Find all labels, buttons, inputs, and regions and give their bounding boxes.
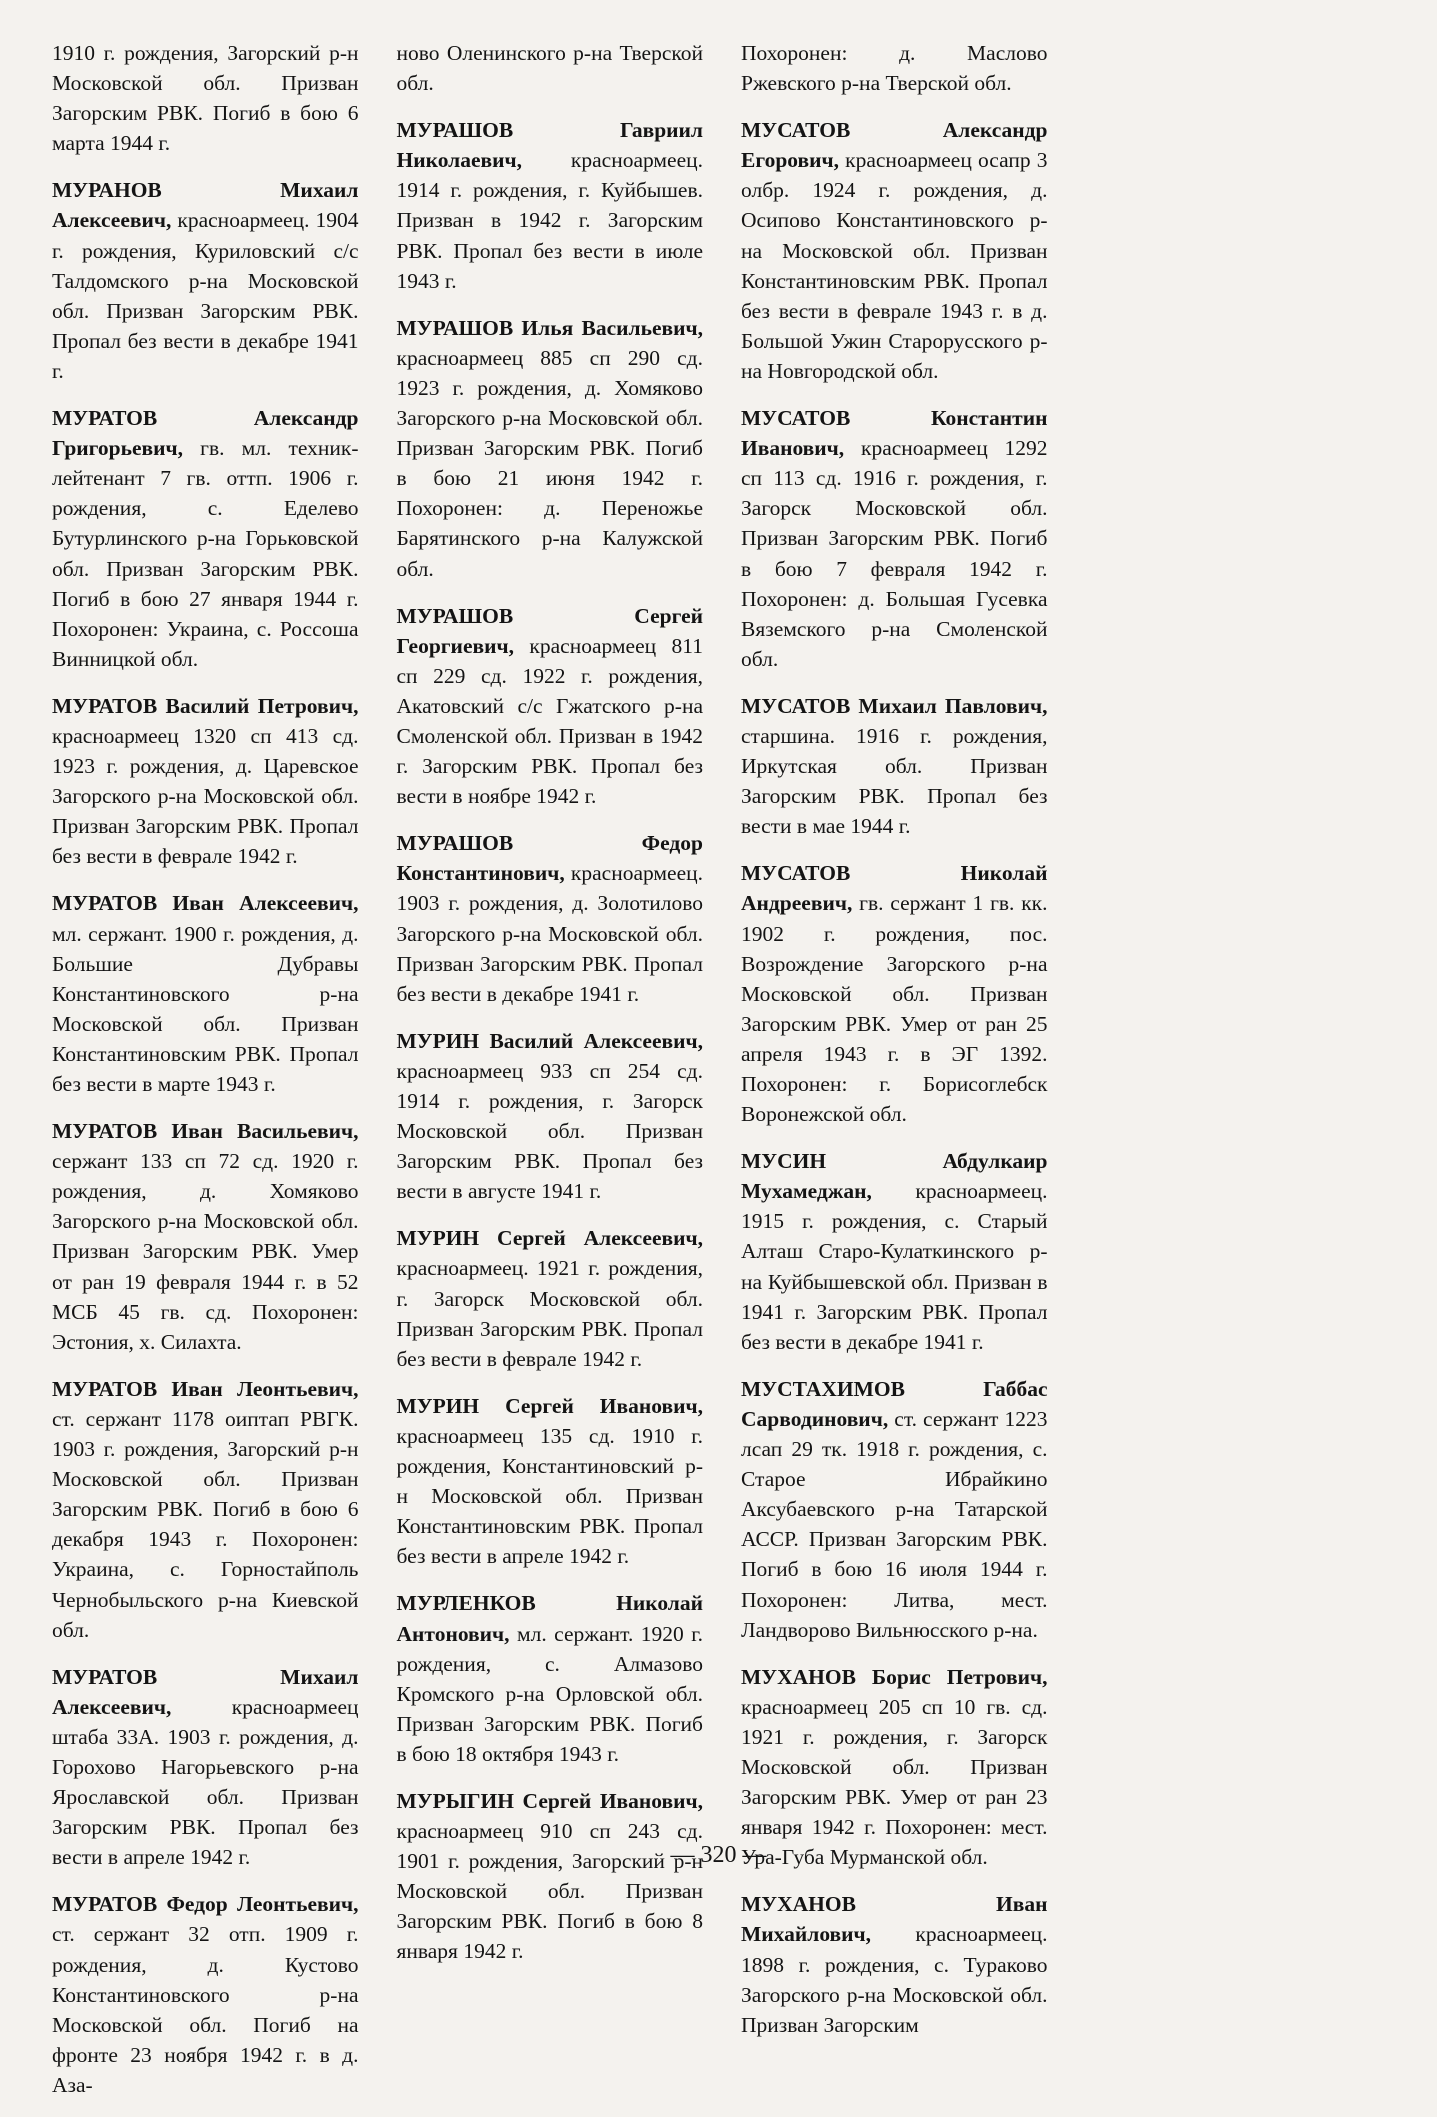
entry-name: МУСИН Абдулкаир Мухамеджан, — [741, 1149, 1048, 1204]
entry-name: МУРАШОВ Федор Константинович, — [396, 831, 703, 886]
entry-text: старшина. 1916 г. рождения, Иркутская обл. Призван Загорским РВК. Пропал без вести в мае 1944 г. — [741, 723, 1048, 839]
entry-text: Похоронен: д. Маслово Ржевского р-на Тверской обл. — [741, 41, 1048, 96]
entry — [52, 1116, 359, 1357]
column-1 — [52, 38, 359, 2117]
entry-text: красноармеец 885 сп 290 сд. 1923 г. рождения, д. Хомяково Загорского р-на Московской обл. Призван Загорским РВК. Погиб в бою 21 июня 1942 г. Похоронен: д. Переножье Барятинского р-на Калужской обл. — [396, 345, 703, 581]
entry-text: красноармеец 811 сп 229 сд. 1922 г. рождения, Акатовский с/с Гжатского р-на Смоленской обл. Призван в 1942 г. Загорским РВК. Пропал без вести в ноябре 1942 г. — [396, 633, 704, 809]
entry-text: красноармеец осапр 3 олбр. 1924 г. рождения, д. Осипово Константиновского р-на Московской обл. Призван Константиновским РВК. Пропал без вести в феврале 1943 г. в д. Большой Ужин Старорусского р-на Новгородской обл. — [741, 148, 1048, 383]
entry-name: МУРИН Сергей Алексеевич, — [396, 1226, 703, 1251]
entry-name: МУСАТОВ Михаил Павлович, — [741, 693, 1048, 718]
entry-text: красноармеец. 1914 г. рождения, г. Куйбышев. Призван в 1942 г. Загорским РВК. Пропал без вести в июле 1943 г. — [396, 148, 703, 293]
column-2 — [397, 38, 704, 2117]
entry-name: МУРАШОВ Гавриил Николаевич, — [396, 118, 703, 173]
entry — [741, 858, 1048, 1129]
entry-text: красноармеец штаба 33А. 1903 г. рождения, д. Горохово Нагорьевского р-на Ярославской обл. Призван Загорским РВК. Пропал без вести в апреле 1942 г. — [52, 1694, 359, 1870]
entry — [52, 175, 359, 386]
entry-name: МУРИН Василий Алексеевич, — [396, 1028, 703, 1053]
entry-name: МУРАНОВ Михаил Алексеевич, — [52, 178, 359, 233]
entry — [397, 1588, 704, 1769]
entry-name: МУСАТОВ Константин Иванович, — [741, 406, 1048, 461]
entry-name: МУСТАХИМОВ Габбас Сарводинович, — [741, 1376, 1048, 1431]
entry-text: красноармеец 135 сд. 1910 г. рождения, Константиновский р-н Московской обл. Призван Константиновским РВК. Пропал без вести в апреле 1942 г. — [396, 1423, 703, 1569]
column-4 — [1086, 38, 1393, 2117]
entry — [397, 1223, 704, 1373]
entry — [397, 1391, 704, 1572]
entry-text: красноармеец. 1921 г. рождения, г. Загорск Московской обл. Призван Загорским РВК. Пропал без вести в феврале 1942 г. — [396, 1256, 703, 1371]
entry — [397, 313, 704, 584]
entry-text: сержант 133 сп 72 сд. 1920 г. рождения, д. Хомяково Загорского р-на Московской обл. Призван Загорским РВК. Умер от ран 19 февраля 1944 г. в 52 МСБ 45 гв. сд. Похоронен: Эстония, х. Силахта. — [52, 1149, 359, 1354]
entry-text: ст. сержант 32 отп. 1909 г. рождения, д. Кустово Константиновского р-на Московской обл. Погиб на фронте 23 ноября 1942 г. в д. Аза- — [52, 1922, 359, 2097]
entry — [52, 1374, 359, 1645]
entry — [741, 1889, 1048, 2039]
entry-name: МУРАТОВ Иван Алексеевич, — [52, 891, 359, 916]
column-3 — [741, 38, 1048, 2117]
entry — [52, 403, 359, 674]
entry — [741, 403, 1048, 674]
entry — [397, 38, 704, 98]
entry-text: красноармеец 205 сп 10 гв. сд. 1921 г. рождения, г. Загорск Московской обл. Призван Загорским РВК. Умер от ран 23 января 1942 г. Похоронен: мест. Ура-Губа Мурманской обл. — [741, 1694, 1048, 1870]
entry — [397, 828, 704, 1009]
entry-name: МУРАТОВ Федор Леонтьевич, — [52, 1892, 359, 1917]
entry-text: ст. сержант 1178 оиптап РВГК. 1903 г. рождения, Загорский р-н Московской обл. Призван Загорским РВК. Погиб в бою 6 декабря 1943 г. Похоронен: Украина, с. Горностайполь Чернобыльского р-на Киевской обл. — [52, 1406, 359, 1642]
entry-text: красноармеец. 1904 г. рождения, Куриловский с/с Талдомского р-на Московской обл. Призван Загорским РВК. Пропал без вести в декабре 1941 г. — [52, 208, 359, 383]
entry — [52, 888, 359, 1099]
entry-name: МУРАТОВ Василий Петрович, — [52, 693, 359, 718]
entry-text: красноармеец. 1898 г. рождения, с. Тураково Загорского р-на Московской обл. Призван Загорским — [741, 1922, 1048, 2037]
entry-text: мл. сержант. 1900 г. рождения, д. Большие Дубравы Константиновского р-на Московской обл. Призван Константиновским РВК. Пропал без вести в марте 1943 г. — [52, 921, 359, 1096]
entry — [741, 1374, 1048, 1645]
entry-text: ст. сержант 1223 лсап 29 тк. 1918 г. рождения, с. Старое Ибрайкино Аксубаевского р-на Татарской АССР. Призван Загорским РВК. Погиб в бою 16 июля 1944 г. Похоронен: Литва, мест. Ландворово Вильнюсского р-на. — [741, 1406, 1048, 1642]
entry-text: красноармеец. 1903 г. рождения, д. Золотилово Загорского р-на Московской обл. Призван Загорским РВК. Пропал без вести в декабре 1941 г. — [396, 861, 703, 1006]
page-number: — 320 — — [670, 1842, 767, 1868]
entry-name: МУРАТОВ Александр Григорьевич, — [52, 406, 359, 461]
entry — [741, 38, 1048, 98]
entry-text: красноармеец 910 сп 243 сд. 1901 г. рождения, Загорский р-н Московской обл. Призван Загорским РВК. Погиб в бою 8 января 1942 г. — [396, 1819, 703, 1964]
entry-name: МУРЛЕНКОВ Николай Антонович, — [396, 1591, 703, 1646]
entry — [741, 1146, 1048, 1357]
entry-text: ново Оленинского р-на Тверской обл. — [396, 41, 703, 96]
entry-text: красноармеец 933 сп 254 сд. 1914 г. рождения, г. Загорск Московской обл. Призван Загорским РВК. Пропал без вести в августе 1941 г. — [396, 1058, 703, 1204]
entry-text: гв. сержант 1 гв. кк. 1902 г. рождения, пос. Возрождение Загорского р-на Московской обл. Призван Загорским РВК. Умер от ран 25 апреля 1943 г. в ЭГ 1392. Похоронен: г. Борисоглебск Воронежской обл. — [741, 891, 1048, 1127]
entry — [52, 38, 359, 158]
entry-name: МУХАНОВ Иван Михайлович, — [741, 1892, 1048, 1947]
entry-name: МУСАТОВ Александр Егорович, — [741, 118, 1048, 173]
entry — [741, 691, 1048, 841]
entry — [52, 691, 359, 872]
entry-text: красноармеец 1292 сп 113 сд. 1916 г. рождения, г. Загорск Московской обл. Призван Загорским РВК. Погиб в бою 7 февраля 1942 г. Похоронен: д. Большая Гусевка Вяземского р-на Смоленской обл. — [741, 436, 1048, 671]
entry-text: красноармеец 1320 сп 413 сд. 1923 г. рождения, д. Царевское Загорского р-на Московской обл. Призван Загорским РВК. Пропал без вести в феврале 1942 г. — [52, 723, 359, 869]
entry-name: МУСАТОВ Николай Андреевич, — [741, 861, 1048, 916]
entry-name: МУРЫГИН Сергей Иванович, — [396, 1788, 703, 1813]
text-columns — [52, 38, 1392, 2097]
entry — [741, 1662, 1048, 1873]
entry — [52, 1662, 359, 1873]
entry-name: МУРИН Сергей Иванович, — [396, 1393, 703, 1418]
entry — [397, 115, 704, 296]
entry — [397, 601, 704, 812]
entry — [397, 1786, 704, 1967]
entry-text: красноармеец. 1915 г. рождения, с. Старый Алташ Старо-Кулаткинского р-на Куйбышевской обл. Призван в 1941 г. Загорским РВК. Пропал без вести в декабре 1941 г. — [741, 1179, 1048, 1354]
entry — [397, 1026, 704, 1207]
entry-text: мл. сержант. 1920 г. рождения, с. Алмазово Кромского р-на Орловской обл. Призван Загорским РВК. Погиб в бою 18 октября 1943 г. — [396, 1621, 703, 1766]
entry-name: МУРАШОВ Илья Васильевич, — [396, 315, 703, 340]
entry-name: МУРАШОВ Сергей Георгиевич, — [396, 603, 703, 658]
entry-text: 1910 г. рождения, Загорский р-н Московской обл. Призван Загорским РВК. Погиб в бою 6 марта 1944 г. — [52, 41, 359, 156]
entry-name: МУРАТОВ Михаил Алексеевич, — [52, 1664, 359, 1719]
entry-name: МУРАТОВ Иван Леонтьевич, — [52, 1376, 359, 1401]
entry-name: МУРАТОВ Иван Васильевич, — [52, 1119, 359, 1144]
entry — [52, 1889, 359, 2100]
entry — [741, 115, 1048, 386]
entry-name: МУХАНОВ Борис Петрович, — [741, 1664, 1048, 1689]
entry-text: гв. мл. техник-лейтенант 7 гв. оттп. 1906 г. рождения, с. Еделево Бутурлинского р-на Горьковской обл. Призван Загорским РВК. Погиб в бою 27 января 1944 г. Похоронен: Украина, с. Россоша Винницкой обл. — [52, 436, 359, 671]
